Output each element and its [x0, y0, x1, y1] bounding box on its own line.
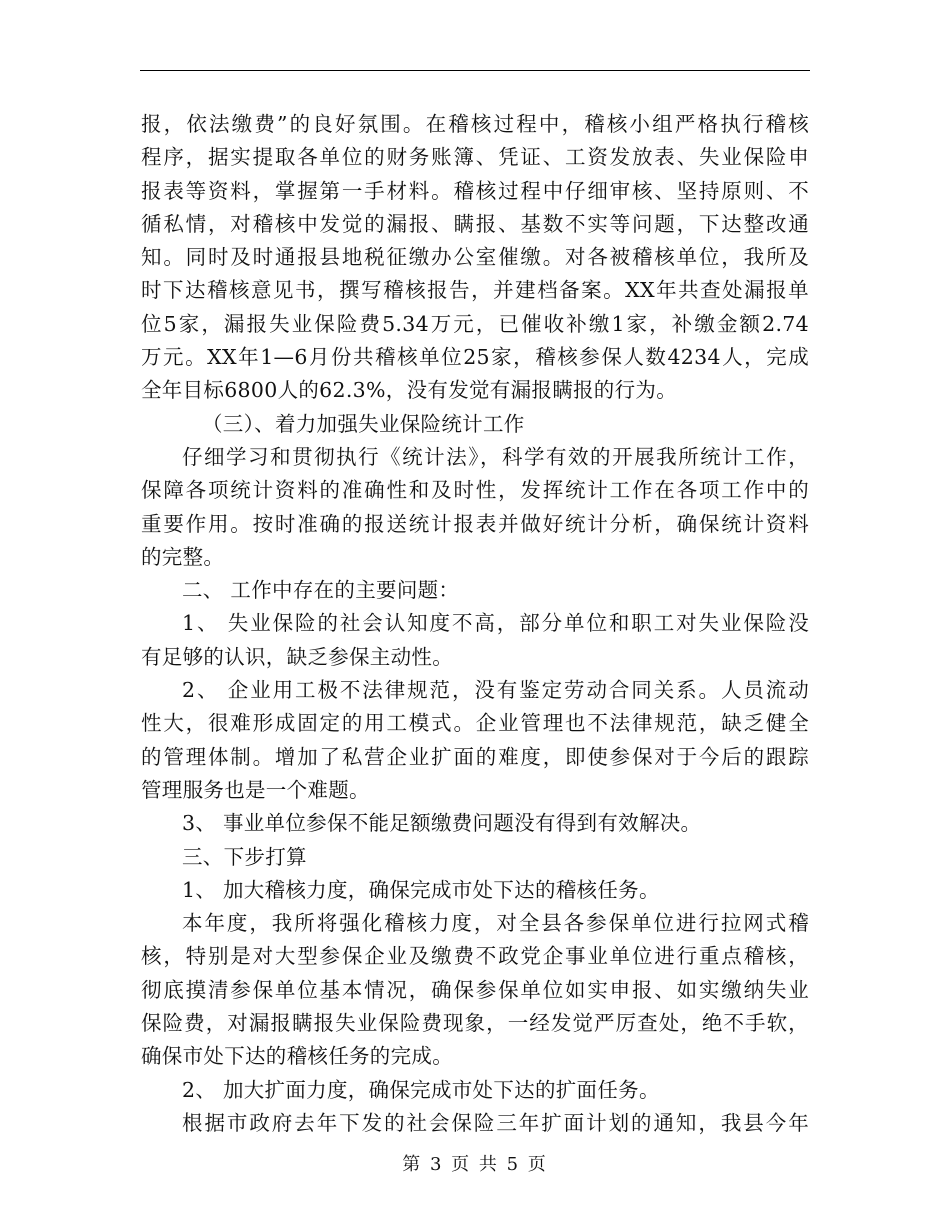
- text-line: 位5家，漏报失业保险费5.34万元，已催收补缴1家，补缴金额2.74: [141, 311, 809, 336]
- list-item: 1、 失业保险的社会认知度不高，部分单位和职工对失业保险没: [182, 611, 809, 636]
- text-line: 循私情，对稽核中发觉的漏报、瞒报、基数不实等问题，下达整改通: [141, 211, 809, 236]
- text-line: 保险费，对漏报瞒报失业保险费现象，一经发觉严厉查处，绝不手软，: [141, 1011, 809, 1036]
- text-line: 确保市处下达的稽核任务的完成。: [141, 1044, 453, 1069]
- section-heading: （三）、着力加强失业保险统计工作: [202, 411, 525, 436]
- text-line: 程序，据实提取各单位的财务账簿、凭证、工资发放表、失业保险申: [141, 145, 809, 170]
- text-line: 仔细学习和贯彻执行《统计法》，科学有效的开展我所统计工作，: [182, 444, 809, 469]
- text-line: 万元。XX年1—6月份共稽核单位25家，稽核参保人数4234人，完成: [141, 345, 809, 370]
- list-item: 2、 企业用工极不法律规范，没有鉴定劳动合同关系。人员流动: [182, 678, 809, 703]
- text-line: 核，特别是对大型参保企业及缴费不政党企事业单位进行重点稽核，: [141, 944, 809, 969]
- text-line: 有足够的认识，缺乏参保主动性。: [141, 644, 453, 669]
- text-line: 报，依法缴费”的良好氛围。在稽核过程中，稽核小组严格执行稽核: [141, 112, 809, 136]
- section-heading: 三、下步打算: [182, 844, 307, 869]
- text-line: 根据市政府去年下发的社会保险三年扩面计划的通知，我县今年: [182, 1110, 809, 1135]
- header-rule: [140, 70, 810, 71]
- text-line: 的完整。: [141, 544, 225, 569]
- text-line: 时下达稽核意见书，撰写稽核报告，并建档备案。XX年共查处漏报单: [141, 278, 809, 303]
- text-line: 保障各项统计资料的准确性和及时性，发挥统计工作在各项工作中的: [141, 478, 809, 503]
- document-body: [141, 108, 809, 1140]
- section-heading: 二、 工作中存在的主要问题：: [182, 578, 460, 603]
- text-line: 性大，很难形成固定的用工模式。企业管理也不法律规范，缺乏健全: [141, 711, 809, 736]
- text-line: 的管理体制。增加了私营企业扩面的难度，即使参保对于今后的跟踪: [141, 744, 809, 769]
- text-line: 知。同时及时通报县地税征缴办公室催缴。对各被稽核单位，我所及: [141, 245, 809, 270]
- text-line: 彻底摸清参保单位基本情况，确保参保单位如实申报、如实缴纳失业: [141, 977, 809, 1002]
- page-footer: 第 3 页 共 5 页: [402, 1154, 548, 1175]
- text-line: 重要作用。按时准确的报送统计报表并做好统计分析，确保统计资料: [141, 511, 809, 536]
- text-line: 报表等资料，掌握第一手材料。稽核过程中仔细审核、坚持原则、不: [141, 178, 809, 203]
- list-item: 3、 事业单位参保不能足额缴费问题没有得到有效解决。: [182, 811, 702, 836]
- list-item: 2、 加大扩面力度，确保完成市处下达的扩面任务。: [182, 1077, 660, 1102]
- text-line: 管理服务也是一个难题。: [141, 777, 370, 802]
- list-item: 1、 加大稽核力度，确保完成市处下达的稽核任务。: [182, 877, 660, 902]
- text-line: 本年度，我所将强化稽核力度，对全县各参保单位进行拉网式稽: [182, 911, 809, 936]
- text-line: 全年目标6800人的62.3%，没有发觉有漏报瞒报的行为。: [141, 378, 677, 403]
